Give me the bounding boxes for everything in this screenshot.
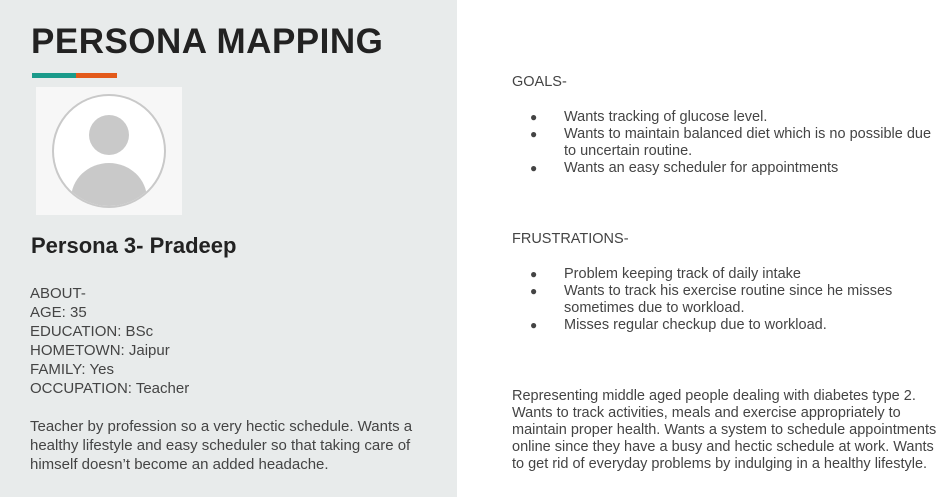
list-item: ● Wants to maintain balanced diet which is no possible due to uncertain routine.: [530, 126, 932, 159]
about-hometown: HOMETOWN: Jaipur: [30, 342, 170, 359]
title-accent-teal: [32, 73, 76, 78]
persona-summary: Representing middle aged people dealing with diabetes type 2. Wants to track activities, meals and exercise appropriately to maintain proper health. Wants a system to schedule appointments online since they have a busy and hectic schedule at work. Wants to get rid of everyday problems by indulging in a healthy lifestyle.: [512, 388, 937, 472]
bullet-icon: ●: [530, 110, 538, 124]
bullet-icon: ●: [530, 318, 538, 332]
about-occupation: OCCUPATION: Teacher: [30, 380, 190, 397]
about-education: EDUCATION: BSc: [30, 323, 154, 340]
title-accent-orange: [76, 73, 117, 78]
bullet-icon: ●: [530, 284, 538, 298]
user-avatar-icon: [36, 87, 182, 215]
bullet-icon: ●: [530, 267, 538, 281]
persona-bio: Teacher by profession so a very hectic schedule. Wants a healthy lifestyle and easy scheduler so that taking care of himself doesn’t become an added headache.: [30, 418, 413, 473]
avatar: [36, 87, 182, 215]
list-item: ● Wants an easy scheduler for appointments: [530, 160, 839, 176]
about-label: ABOUT-: [30, 285, 86, 302]
list-item: ● Misses regular checkup due to workload.: [530, 317, 827, 333]
about-age: AGE: 35: [30, 304, 87, 321]
persona-name: Persona 3- Pradeep: [31, 233, 237, 258]
frustrations-heading: FRUSTRATIONS-: [512, 231, 629, 247]
list-item: ● Wants to track his exercise routine since he misses sometimes due to workload.: [530, 283, 893, 316]
goals-heading: GOALS-: [512, 74, 567, 90]
list-item: ● Wants tracking of glucose level.: [530, 109, 768, 125]
list-item: ● Problem keeping track of daily intake: [530, 266, 801, 282]
frustrations-list: [530, 266, 940, 334]
bullet-icon: ●: [530, 161, 538, 175]
about-section: [30, 284, 440, 398]
bullet-icon: ●: [530, 127, 538, 141]
goals-list: [530, 109, 940, 177]
about-family: FAMILY: Yes: [30, 361, 114, 378]
page-title: PERSONA MAPPING: [31, 22, 384, 61]
